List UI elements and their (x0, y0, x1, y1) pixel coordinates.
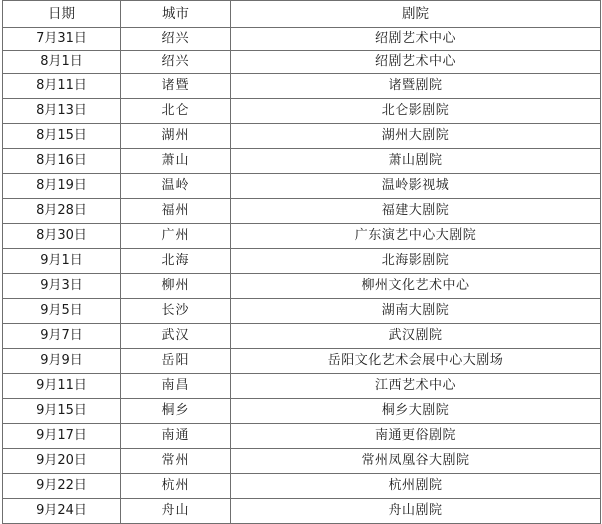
cell-venue: 萧山剧院 (231, 149, 601, 174)
cell-city: 福州 (121, 199, 231, 224)
table-row (3, 299, 601, 324)
table-header-row (3, 1, 601, 28)
cell-city: 湖州 (121, 124, 231, 149)
table-row (3, 274, 601, 299)
table-row (3, 74, 601, 99)
table-row (3, 28, 601, 51)
cell-date: 7月31日 (3, 28, 121, 51)
cell-city: 北海 (121, 249, 231, 274)
cell-date: 9月7日 (3, 324, 121, 349)
cell-city: 绍兴 (121, 51, 231, 74)
table-row (3, 399, 601, 424)
tour-schedule-table (2, 0, 601, 524)
cell-city: 常州 (121, 449, 231, 474)
cell-date: 8月11日 (3, 74, 121, 99)
cell-date: 8月1日 (3, 51, 121, 74)
cell-city: 绍兴 (121, 28, 231, 51)
table-row (3, 199, 601, 224)
cell-venue: 岳阳文化艺术会展中心大剧场 (231, 349, 601, 374)
cell-date: 8月16日 (3, 149, 121, 174)
cell-venue: 武汉剧院 (231, 324, 601, 349)
cell-venue: 杭州剧院 (231, 474, 601, 499)
table-row (3, 174, 601, 199)
table-row (3, 424, 601, 449)
cell-city: 舟山 (121, 499, 231, 524)
cell-venue: 温岭影视城 (231, 174, 601, 199)
table-body (3, 28, 601, 524)
cell-venue: 北仑影剧院 (231, 99, 601, 124)
table-row (3, 474, 601, 499)
cell-date: 9月15日 (3, 399, 121, 424)
cell-venue: 绍剧艺术中心 (231, 28, 601, 51)
cell-venue: 柳州文化艺术中心 (231, 274, 601, 299)
cell-city: 桐乡 (121, 399, 231, 424)
cell-venue: 诸暨剧院 (231, 74, 601, 99)
cell-date: 8月30日 (3, 224, 121, 249)
cell-venue: 北海影剧院 (231, 249, 601, 274)
cell-venue: 舟山剧院 (231, 499, 601, 524)
cell-date: 9月5日 (3, 299, 121, 324)
cell-venue: 南通更俗剧院 (231, 424, 601, 449)
table-row (3, 51, 601, 74)
cell-date: 9月22日 (3, 474, 121, 499)
cell-city: 岳阳 (121, 349, 231, 374)
cell-date: 9月1日 (3, 249, 121, 274)
table-row (3, 324, 601, 349)
cell-venue: 江西艺术中心 (231, 374, 601, 399)
cell-venue: 福建大剧院 (231, 199, 601, 224)
table-row (3, 124, 601, 149)
cell-date: 9月20日 (3, 449, 121, 474)
cell-city: 温岭 (121, 174, 231, 199)
cell-date: 8月19日 (3, 174, 121, 199)
cell-venue: 桐乡大剧院 (231, 399, 601, 424)
cell-city: 诸暨 (121, 74, 231, 99)
cell-city: 武汉 (121, 324, 231, 349)
cell-date: 9月3日 (3, 274, 121, 299)
cell-venue: 常州凤凰谷大剧院 (231, 449, 601, 474)
cell-date: 9月17日 (3, 424, 121, 449)
cell-venue: 湖南大剧院 (231, 299, 601, 324)
cell-venue: 广东演艺中心大剧院 (231, 224, 601, 249)
cell-city: 萧山 (121, 149, 231, 174)
cell-date: 8月28日 (3, 199, 121, 224)
cell-date: 8月15日 (3, 124, 121, 149)
table-row (3, 349, 601, 374)
cell-city: 杭州 (121, 474, 231, 499)
cell-city: 柳州 (121, 274, 231, 299)
table-row (3, 374, 601, 399)
cell-city: 南昌 (121, 374, 231, 399)
column-header-date: 日期 (3, 1, 121, 28)
cell-city: 北仑 (121, 99, 231, 124)
cell-venue: 湖州大剧院 (231, 124, 601, 149)
cell-date: 9月11日 (3, 374, 121, 399)
table-row (3, 249, 601, 274)
cell-date: 8月13日 (3, 99, 121, 124)
table-row (3, 499, 601, 524)
table-row (3, 149, 601, 174)
table-row (3, 449, 601, 474)
cell-date: 9月24日 (3, 499, 121, 524)
cell-city: 广州 (121, 224, 231, 249)
cell-city: 南通 (121, 424, 231, 449)
column-header-venue: 剧院 (231, 1, 601, 28)
cell-city: 长沙 (121, 299, 231, 324)
cell-venue: 绍剧艺术中心 (231, 51, 601, 74)
column-header-city: 城市 (121, 1, 231, 28)
table-header (3, 1, 601, 28)
cell-date: 9月9日 (3, 349, 121, 374)
table-row (3, 224, 601, 249)
table-row (3, 99, 601, 124)
